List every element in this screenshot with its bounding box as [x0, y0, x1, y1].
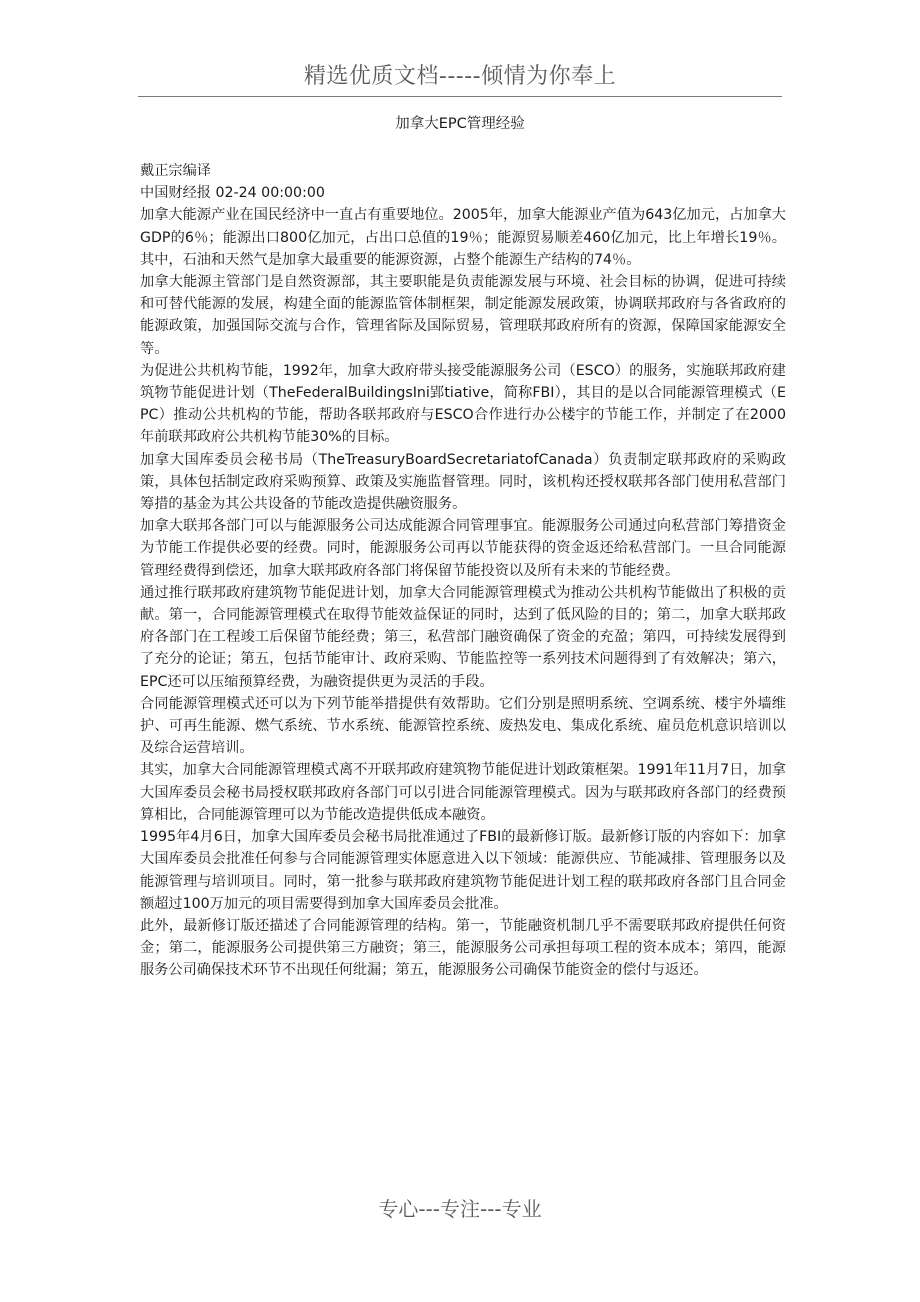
paragraph: 加拿大能源主管部门是自然资源部，其主要职能是负责能源发展与环境、社会目标的协调，促进可持续和可替代能源的发展，构建全面的能源监管体制框架，制定能源发展政策，协调联邦政府与各省政府的能源政策，加强国际交流与合作，管理省际及国际贸易，管理联邦政府所有的资源，保障国家能源安全等。	[140, 274, 786, 357]
paragraph: 为促进公共机构节能，1992年，加拿大政府带头接受能源服务公司（ESCO）的服务，实施联邦政府建筑物节能促进计划（TheFederalBuildingsIni郢tiative，简称FBI），其目的是以合同能源管理模式（EPC）推动公共机构的节能，帮助各联邦政府与ESCO合作进行办公楼宇的节能工作，并制定了在2000年前联邦政府公共机构节能30%的目标。	[140, 362, 786, 446]
paragraph: 加拿大能源产业在国民经济中一直占有重要地位。2005年，加拿大能源业产值为643亿加元，占加拿大GDP的6％；能源出口800亿加元，占出口总值的19％；能源贸易顺差460亿加元，比上年增长19％。其中，石油和天然气是加拿大最重要的能源资源，占整个能源生产结构的74％。	[140, 207, 786, 268]
header-divider	[138, 96, 782, 97]
paragraph: 合同能源管理模式还可以为下列节能举措提供有效帮助。它们分别是照明系统、空调系统、楼宇外墙维护、可再生能源、燃气系统、节水系统、能源管控系统、废热发电、集成化系统、雇员危机意识培训以及综合运营培训。	[140, 695, 786, 757]
paragraph: 其实，加拿大合同能源管理模式离不开联邦政府建筑物节能促进计划政策框架。1991年11月7日，加拿大国库委员会秘书局授权联邦政府各部门可以引进合同能源管理模式。因为与联邦政府各部门的经费预算相比，合同能源管理可以为节能改造提供低成本融资。	[140, 762, 786, 823]
paragraph: 通过推行联邦政府建筑物节能促进计划，加拿大合同能源管理模式为推动公共机构节能做出了积极的贡献。第一，合同能源管理模式在取得节能效益保证的同时，达到了低风险的目的；第二，加拿大联邦政府各部门在工程竣工后保留节能经费；第三，私营部门融资确保了资金的充盈；第四，可持续发展得到了充分的论证；第五，包括节能审计、政府采购、节能监控等一系列技术问题得到了有效解决；第六，EPC还可以压缩预算经费，为融资提供更为灵活的手段。	[140, 584, 786, 690]
page-header: 精选优质文档-----倾情为你奉上	[303, 64, 617, 89]
document-body	[140, 160, 786, 982]
source-line: 中国财经报 02-24 00:00:00	[140, 185, 325, 202]
paragraph: 加拿大国库委员会秘书局（TheTreasuryBoardSecretariatofCanada）负责制定联邦政府的采购政策，具体包括制定政府采购预算、政策及实施监督管理。同时，该机构还授权联邦各部门使用私营部门筹措的基金为其公共设备的节能改造提供融资服务。	[140, 451, 786, 513]
document-title: 加拿大EPC管理经验	[395, 116, 525, 132]
page-footer: 专心---专注---专业	[378, 1197, 542, 1221]
paragraph: 此外，最新修订版还描述了合同能源管理的结构。第一，节能融资机制几乎不需要联邦政府提供任何资金；第二，能源服务公司提供第三方融资；第三，能源服务公司承担每项工程的资本成本；第四，能源服务公司确保技术环节不出现任何纰漏；第五，能源服务公司确保节能资金的偿付与返还。	[140, 917, 786, 979]
translator-line: 戴正宗编译	[140, 163, 211, 179]
paragraph: 1995年4月6日，加拿大国库委员会秘书局批准通过了FBI的最新修订版。最新修订版的内容如下：加拿大国库委员会批准任何参与合同能源管理实体愿意进入以下领域：能源供应、节能减排、管理服务以及能源管理与培训项目。同时，第一批参与联邦政府建筑物节能促进计划工程的联邦政府各部门且合同金额超过100万加元的项目需要得到加拿大国库委员会批准。	[140, 829, 786, 912]
paragraph: 加拿大联邦各部门可以与能源服务公司达成能源合同管理事宜。能源服务公司通过向私营部门筹措资金为节能工作提供必要的经费。同时，能源服务公司再以节能获得的资金返还给私营部门。一旦合同能源管理经费得到偿还，加拿大联邦政府各部门将保留节能投资以及所有未来的节能经费。	[140, 518, 786, 579]
